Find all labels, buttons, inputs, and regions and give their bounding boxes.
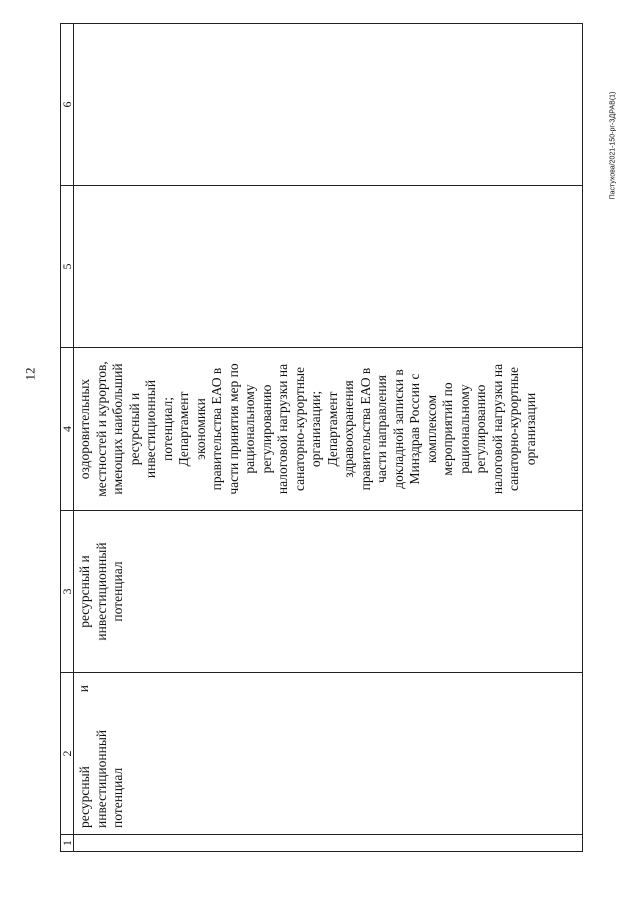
cell-col-4-line: имеющих наибольший — [110, 363, 125, 495]
cell-col-4-line: организации — [522, 392, 538, 466]
cell-col-4-line: налоговой нагрузки на — [275, 363, 290, 495]
cell-col-4-line: докладной записки в — [390, 369, 406, 489]
cell-col-4-line: организации; — [308, 390, 323, 468]
header-col-4: 4 — [61, 348, 74, 511]
cell-col-3 — [74, 511, 583, 673]
cell-col-3-line: инвестиционный — [93, 542, 109, 641]
table-row — [74, 24, 583, 852]
cell-col-4-line: санаторно-курортные — [291, 366, 307, 492]
cell-col-4-line: потенциал; — [159, 397, 175, 461]
cell-col-4-line: здравоохранения — [341, 380, 356, 478]
cell-col-6 — [74, 24, 583, 186]
cell-col-4-line: регулированию — [258, 384, 274, 474]
cell-col-4-line: Департамент — [176, 391, 191, 467]
header-row — [61, 24, 74, 852]
header-col-1: 1 — [61, 835, 74, 852]
cell-col-4-line: рациональному — [456, 384, 472, 474]
cell-col-4-line: налоговой нагрузки на — [489, 363, 505, 495]
cell-col-4-line: оздоровительных — [77, 378, 92, 480]
header-col-5: 5 — [61, 186, 74, 348]
measures-table — [60, 23, 583, 852]
cell-col-4-line: мероприятий по — [440, 382, 455, 476]
cell-col-4-line: части направления — [374, 375, 389, 483]
document-code-text: Пастухова/2021-150-рг-ЗДРАВ(1) — [609, 91, 617, 199]
cell-col-2 — [74, 673, 583, 835]
rotated-table — [60, 36, 583, 852]
document-code — [606, 60, 620, 230]
cell-col-2-line: потенциал — [110, 767, 125, 828]
cell-col-4-line: Минздрав России с — [407, 373, 422, 485]
cell-col-2-line: ресурсный — [77, 766, 92, 828]
cell-col-4-line: рациональному — [242, 384, 257, 474]
cell-col-4-line: инвестиционный — [143, 379, 158, 479]
header-col-3: 3 — [61, 511, 74, 673]
header-col-2: 2 — [61, 673, 74, 835]
cell-col-4-line: правительства ЕАО в — [357, 367, 373, 491]
cell-col-2-line: инвестиционный — [93, 729, 109, 828]
cell-col-4-line: регулированию — [473, 384, 488, 474]
cell-col-4-line: комплексом — [423, 394, 439, 464]
cell-col-4 — [74, 348, 583, 511]
header-col-6: 6 — [61, 24, 74, 186]
page-number — [20, 354, 40, 394]
cell-col-2-conjunction: и — [76, 685, 91, 693]
cell-col-4-line: части принятия мер по — [225, 363, 241, 495]
cell-col-5 — [74, 186, 583, 348]
cell-col-3-line: потенциал — [110, 561, 125, 622]
cell-col-3-line: ресурсный и — [77, 555, 92, 628]
cell-col-4-line: санаторно-курортные — [506, 366, 521, 492]
table-container — [60, 36, 583, 852]
page-number-text: 12 — [22, 367, 37, 381]
cell-col-4-line: Департамент — [324, 391, 340, 467]
cell-col-4-line: правительства ЕАО в — [209, 367, 224, 491]
cell-col-1 — [74, 835, 583, 852]
cell-col-4-line: экономики — [192, 398, 208, 460]
cell-col-4-line: ресурсный и — [126, 392, 142, 466]
cell-col-4-line: местностей и курортов, — [93, 361, 109, 497]
